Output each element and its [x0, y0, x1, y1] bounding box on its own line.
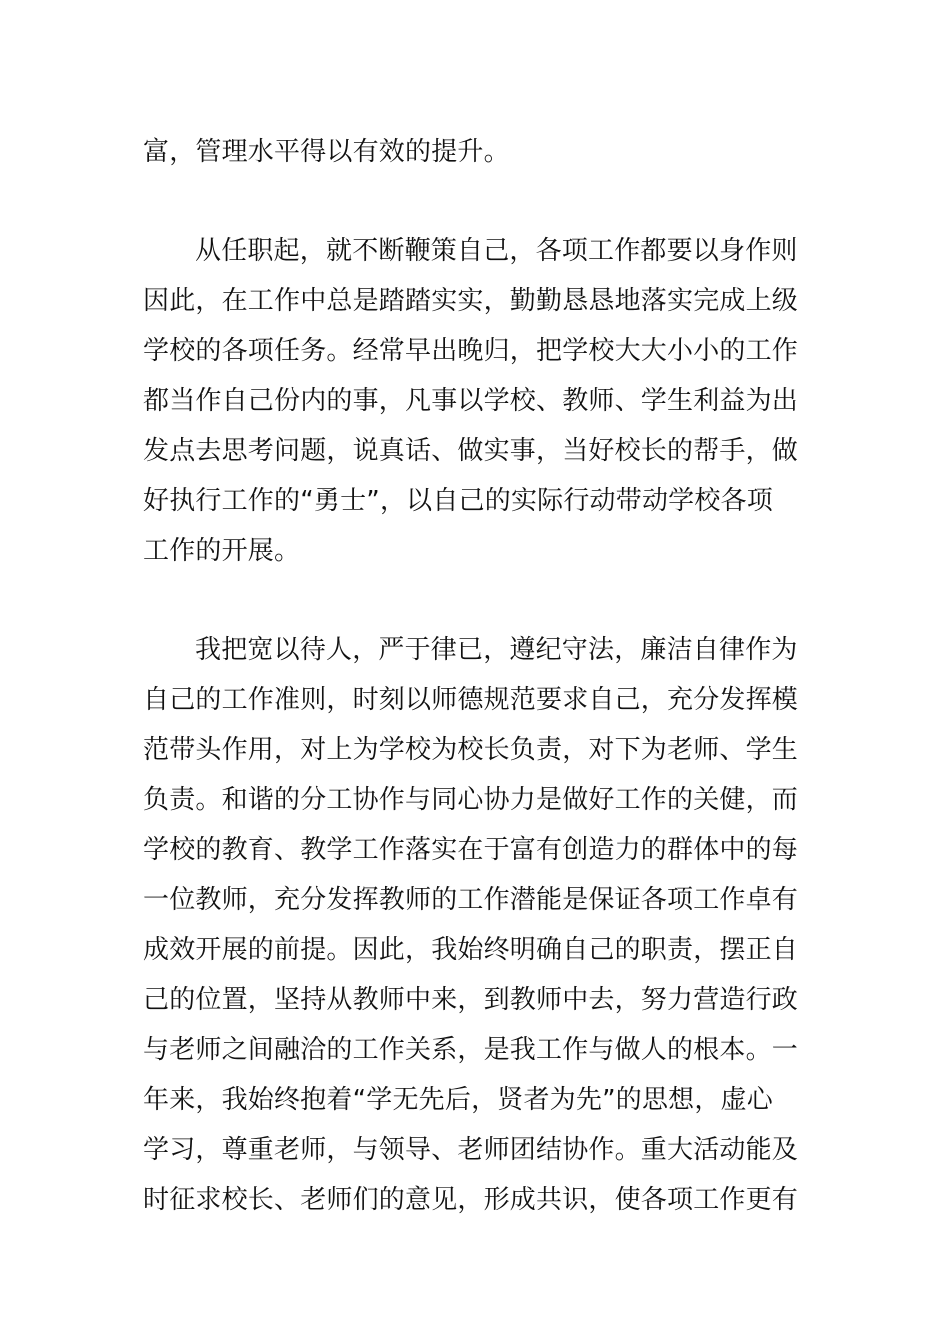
- paragraph-3-line-9: 与老师之间融洽的工作关系，是我工作与做人的根本。一: [143, 1035, 799, 1065]
- paragraph-3-line-2: 自己的工作准则，时刻以师德规范要求自己，充分发挥模: [143, 685, 799, 715]
- paragraph-3-line-5: 学校的教育、教学工作落实在于富有创造力的群体中的每: [143, 835, 799, 865]
- paragraph-3-line-1: 我把宽以待人，严于律已，遵纪守法，廉洁自律作为: [195, 635, 798, 665]
- paragraph-1-line-1: 富，管理水平得以有效的提升。: [143, 137, 510, 167]
- paragraph-2-line-1: 从任职起，就不断鞭策自己，各项工作都要以身作则: [195, 236, 798, 266]
- paragraph-3-line-4: 负责。和谐的分工协作与同心协力是做好工作的关健，而: [143, 785, 799, 815]
- paragraph-2-line-4: 都当作自己份内的事，凡事以学校、教师、学生利益为出: [143, 386, 799, 416]
- paragraph-2-line-2: 因此，在工作中总是踏踏实实，勤勤恳恳地落实完成上级: [143, 286, 799, 316]
- paragraph-3-line-3: 范带头作用，对上为学校为校长负责，对下为老师、学生: [143, 735, 799, 765]
- paragraph-3-line-10: 年来，我始终抱着“学无先后，贤者为先”的思想，虚心: [143, 1085, 773, 1115]
- paragraph-2-line-6: 好执行工作的“勇士”，以自己的实际行动带动学校各项: [143, 486, 773, 516]
- paragraph-2-line-5: 发点去思考问题，说真话、做实事，当好校长的帮手，做: [143, 436, 799, 466]
- paragraph-2-line-7: 工作的开展。: [143, 536, 301, 566]
- paragraph-3-line-11: 学习，尊重老师，与领导、老师团结协作。重大活动能及: [143, 1135, 799, 1165]
- paragraph-3-line-6: 一位教师，充分发挥教师的工作潜能是保证各项工作卓有: [143, 885, 799, 915]
- paragraph-3-line-12: 时征求校长、老师们的意见，形成共识，使各项工作更有: [143, 1185, 799, 1215]
- paragraph-3-line-7: 成效开展的前提。因此，我始终明确自己的职责，摆正自: [143, 935, 799, 965]
- paragraph-3-line-8: 己的位置，坚持从教师中来，到教师中去，努力营造行政: [143, 985, 799, 1015]
- paragraph-2-line-3: 学校的各项任务。经常早出晚归，把学校大大小小的工作: [143, 336, 799, 366]
